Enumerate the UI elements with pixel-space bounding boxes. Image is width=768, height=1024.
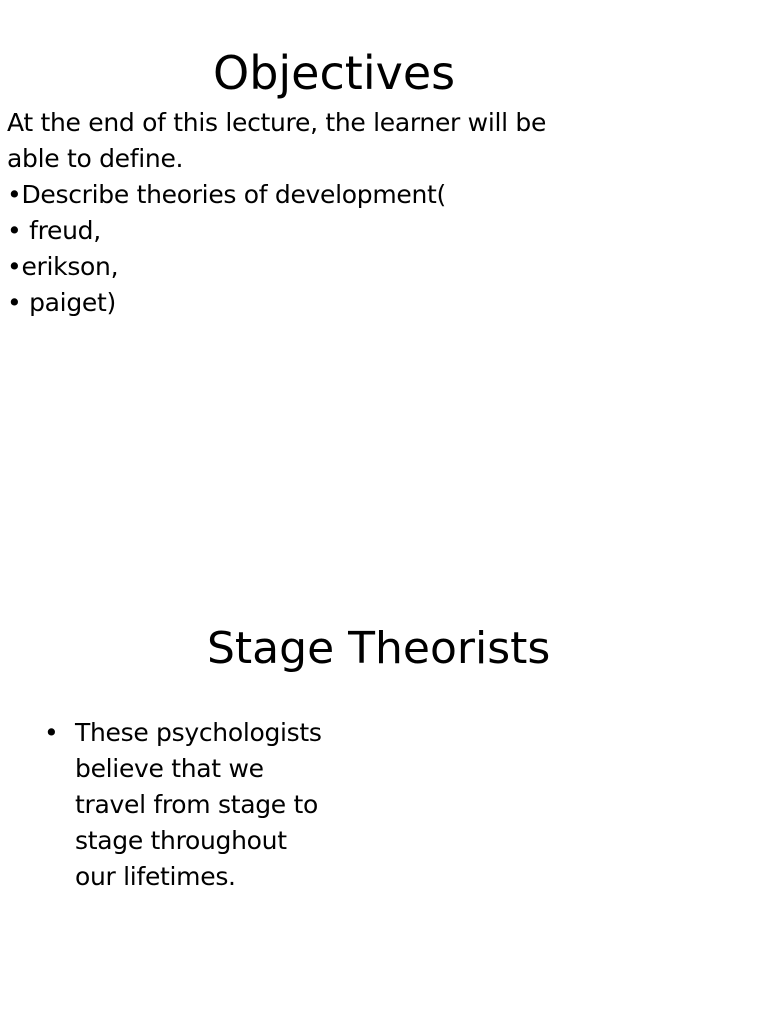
slide-title: Objectives: [213, 46, 456, 100]
bullet-icon: •: [44, 718, 59, 747]
text-line: • paiget): [7, 288, 116, 317]
slide-stage-theorists: [0, 512, 768, 1024]
objectives-text: [7, 105, 546, 321]
slide-title: Stage Theorists: [207, 623, 551, 674]
text-line: our lifetimes.: [75, 862, 236, 891]
text-line: stage throughout: [75, 826, 287, 855]
text-line: believe that we: [75, 754, 264, 783]
text-line: These psychologists: [75, 718, 322, 747]
text-line: •erikson,: [7, 252, 119, 281]
text-line: able to define.: [7, 144, 184, 173]
bullet-text: [75, 715, 322, 895]
text-line: • freud,: [7, 216, 101, 245]
text-line: travel from stage to: [75, 790, 319, 819]
text-line: •Describe theories of development(: [7, 180, 446, 209]
text-line: At the end of this lecture, the learner will be: [7, 108, 547, 137]
